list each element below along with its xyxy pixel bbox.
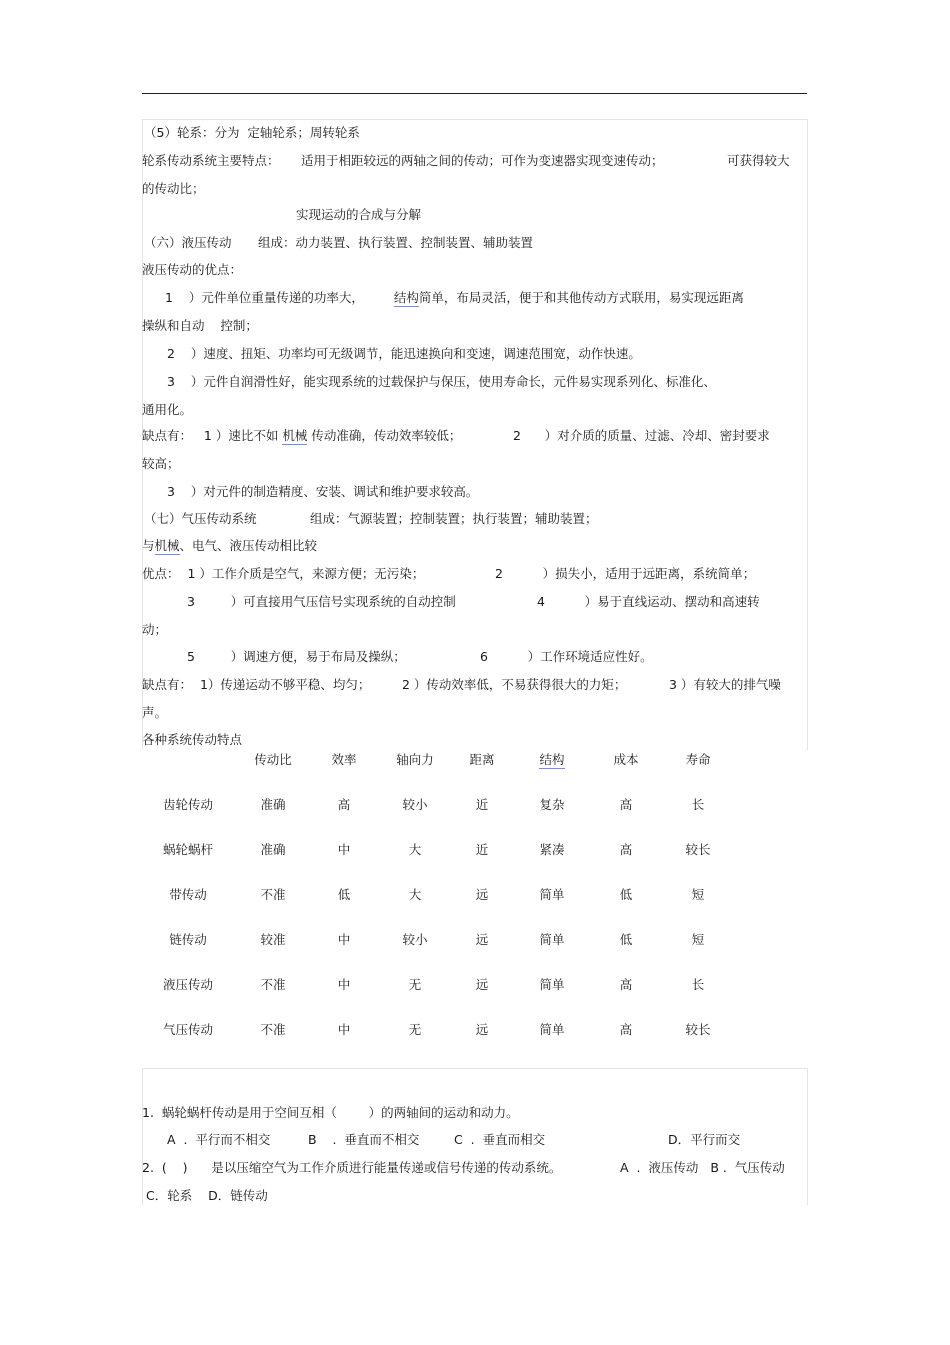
table-cell: 低 bbox=[337, 887, 351, 902]
text-line: 3 ）元件自润滑性好，能实现系统的过载保护与保压，使用寿命长，元件易实现系列化、标准化、 bbox=[167, 374, 716, 389]
column-header: 寿命 bbox=[685, 752, 711, 767]
table-cell: 远 bbox=[475, 977, 489, 992]
table-cell: 短 bbox=[691, 887, 705, 902]
table-cell: 较长 bbox=[685, 842, 711, 857]
text-line: 3 ）对元件的制造精度、安装、调试和维护要求较高。 bbox=[167, 484, 479, 499]
table-title: 各种系统传动特点 bbox=[142, 732, 243, 747]
table-cell: 远 bbox=[475, 887, 489, 902]
text-line: 轮系传动系统主要特点： bbox=[142, 153, 280, 168]
table-cell: 近 bbox=[475, 842, 489, 857]
table-cell: 低 bbox=[619, 887, 633, 902]
column-header bbox=[512, 752, 592, 768]
table-cell: 较准 bbox=[260, 932, 286, 947]
table-cell: 简单 bbox=[539, 977, 565, 992]
table-cell: 中 bbox=[337, 842, 351, 857]
table-cell: 高 bbox=[337, 797, 351, 812]
section-heading: （六）液压传动 bbox=[144, 235, 232, 250]
table-cell: 准确 bbox=[260, 797, 286, 812]
row-label: 齿轮传动 bbox=[162, 797, 213, 812]
text-line: 组成：气源装置；控制装置；执行装置；辅助装置； bbox=[310, 511, 598, 526]
table-cell: 较小 bbox=[402, 932, 428, 947]
table-cell: 简单 bbox=[539, 887, 565, 902]
row-label: 链传动 bbox=[169, 932, 207, 947]
underlined-term: 机械 bbox=[282, 428, 308, 443]
text-line: 4 ）易于直线运动、摆动和高速转 bbox=[537, 594, 760, 609]
text-line: 实现运动的合成与分解 bbox=[296, 207, 422, 222]
text-run: 传动准确，传动效率较低； bbox=[307, 428, 462, 443]
table-cell: 高 bbox=[619, 1022, 633, 1037]
table-cell: 无 bbox=[408, 977, 422, 992]
table-cell: 远 bbox=[475, 932, 489, 947]
text-line: 较高； bbox=[142, 456, 180, 471]
table-cell: 中 bbox=[337, 977, 351, 992]
table-cell: 简单 bbox=[539, 1022, 565, 1037]
row-label: 液压传动 bbox=[162, 977, 213, 992]
text-line: 2 ）对介质的质量、过滤、冷却、密封要求 bbox=[513, 428, 770, 443]
column-header: 传动比 bbox=[254, 752, 292, 767]
underlined-term: 结构 bbox=[393, 290, 419, 305]
text-line: 液压传动的优点： bbox=[142, 262, 243, 277]
table-cell: 较长 bbox=[685, 1022, 711, 1037]
column-header: 距离 bbox=[469, 752, 495, 767]
text-line: 的传动比； bbox=[142, 181, 205, 196]
text-line: 优点： 1 ）工作介质是空气，来源方便；无污染； bbox=[142, 566, 425, 581]
underlined-term: 机械 bbox=[154, 538, 180, 553]
table-cell: 近 bbox=[475, 797, 489, 812]
text-run: 简单，布局灵活，便于和其他传动方式联用，易实现远距离 bbox=[418, 290, 744, 305]
table-cell: 远 bbox=[475, 1022, 489, 1037]
text-line: 5 ）调速方便，易于布局及操纵； bbox=[187, 649, 406, 664]
question-1-option-b: B . 垂直而不相交 bbox=[308, 1132, 420, 1147]
header-rule bbox=[142, 93, 807, 94]
text-run: 1 ）元件单位重量传递的功率大， bbox=[165, 290, 364, 305]
table-cell: 无 bbox=[408, 1022, 422, 1037]
row-label: 气压传动 bbox=[162, 1022, 213, 1037]
table-cell: 长 bbox=[691, 797, 705, 812]
question-2: 2. ( ) 是以压缩空气为工作介质进行能量传递或信号传递的传动系统。 bbox=[142, 1160, 562, 1175]
table-cell: 不准 bbox=[260, 1022, 286, 1037]
column-header: 成本 bbox=[613, 752, 639, 767]
text-line: 动； bbox=[142, 622, 168, 637]
row-label: 蜗轮蜗杆 bbox=[162, 842, 213, 857]
question-2-options-cd: C．轮系 D．链传动 bbox=[146, 1188, 268, 1203]
table-cell: 高 bbox=[619, 977, 633, 992]
table-cell: 中 bbox=[337, 1022, 351, 1037]
text-line: 2 ）速度、扭矩、功率均可无级调节，能迅速换向和变速，调速范围宽，动作快速。 bbox=[167, 346, 641, 361]
text-run: 、电气、液压传动相比较 bbox=[179, 538, 318, 553]
question-1: 1. 蜗轮蜗杆传动是用于空间互相（ ）的两轴间的运动和动力。 bbox=[142, 1105, 519, 1120]
underlined-term: 结构 bbox=[539, 752, 565, 767]
table-cell: 短 bbox=[691, 932, 705, 947]
text-line: 适用于相距较远的两轴之间的传动；可作为变速器实现变速传动； bbox=[301, 153, 664, 168]
table-cell: 不准 bbox=[260, 977, 286, 992]
table-cell: 中 bbox=[337, 932, 351, 947]
text-line: 3 ）可直接用气压信号实现系统的自动控制 bbox=[187, 594, 456, 609]
table-cell: 高 bbox=[619, 842, 633, 857]
table-cell: 不准 bbox=[260, 887, 286, 902]
text-line: 可获得较大 bbox=[727, 153, 790, 168]
table-cell: 复杂 bbox=[539, 797, 565, 812]
question-1-option-c: C . 垂直而相交 bbox=[454, 1132, 546, 1147]
text-line bbox=[165, 290, 744, 306]
table-cell: 长 bbox=[691, 977, 705, 992]
text-line: 缺点有： 1）传递运动不够平稳、均匀； bbox=[142, 677, 371, 692]
question-1-option-d: D．平行而交 bbox=[668, 1132, 741, 1147]
section-heading: （七）气压传动系统 bbox=[144, 511, 257, 526]
text-line: 操纵和自动 控制； bbox=[142, 318, 258, 333]
question-2-options-ab: A . 液压传动 B . 气压传动 bbox=[620, 1160, 785, 1175]
text-line: 2 ）传动效率低，不易获得很大的力矩； bbox=[402, 677, 627, 692]
question-1-option-a: A . 平行而不相交 bbox=[167, 1132, 271, 1147]
table-cell: 大 bbox=[408, 842, 422, 857]
row-label: 带传动 bbox=[169, 887, 207, 902]
column-header: 轴向力 bbox=[396, 752, 434, 767]
text-run: 与 bbox=[142, 538, 155, 553]
text-line: 组成：动力装置、执行装置、控制装置、辅助装置 bbox=[258, 235, 534, 250]
table-cell: 紧凑 bbox=[539, 842, 565, 857]
table-cell: 较小 bbox=[402, 797, 428, 812]
text-line bbox=[142, 428, 461, 444]
table-cell: 准确 bbox=[260, 842, 286, 857]
text-line: 声。 bbox=[142, 705, 168, 720]
table-cell: 大 bbox=[408, 887, 422, 902]
text-line: 3 ）有较大的排气噪 bbox=[669, 677, 781, 692]
text-line: 6 ）工作环境适应性好。 bbox=[480, 649, 653, 664]
text-run: 缺点有： 1 ）速比不如 bbox=[142, 428, 283, 443]
text-line: 2 ）损失小，适用于远距离，系统简单； bbox=[495, 566, 756, 581]
text-line: 通用化。 bbox=[142, 402, 193, 417]
table-cell: 简单 bbox=[539, 932, 565, 947]
column-header: 效率 bbox=[331, 752, 357, 767]
table-cell: 高 bbox=[619, 797, 633, 812]
text-line: （5）轮系：分为 定轴轮系；周转轮系 bbox=[144, 125, 360, 140]
table-cell: 低 bbox=[619, 932, 633, 947]
text-line bbox=[142, 538, 317, 554]
